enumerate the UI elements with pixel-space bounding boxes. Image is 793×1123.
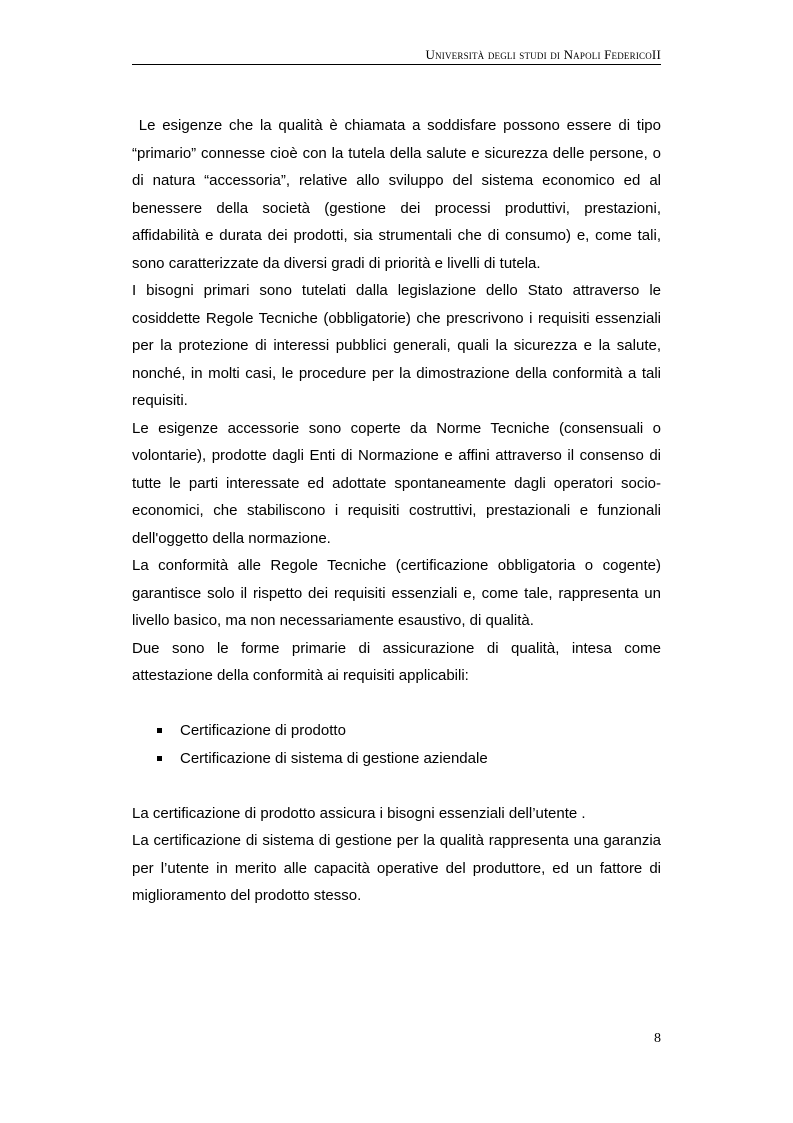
list-item (132, 745, 661, 773)
spacer (132, 690, 661, 718)
page-number: 8 (654, 1031, 661, 1046)
running-header: Università degli studi di Napoli FedericoII (425, 47, 661, 62)
header-rule (132, 64, 661, 65)
paragraph: I bisogni primari sono tutelati dalla legislazione dello Stato attraverso le cosiddette Regole Tecniche (obbligatorie) che prescrivono i requisiti essenziali per la protezione di interessi pubblici generali, quali la sicurezza e la salute, nonché, in molti casi, le procedure per la dimostrazione della conformità a tali requisiti. (132, 282, 661, 409)
paragraph: Le esigenze che la qualità è chiamata a soddisfare possono essere di tipo “primario” connesse cioè con la tutela della salute e sicurezza delle persone, o di natura “accessoria”, relative allo sviluppo del sistema economico ed al benessere della società (gestione dei processi produttivi, prestazioni, affidabilità e durata dei prodotti, sia strumentali che di consumo) e, come tali, sono caratterizzate da diversi gradi di priorità e livelli di tutela. (132, 117, 666, 272)
list-item-text: Certificazione di sistema di gestione aziendale (180, 749, 488, 767)
square-bullet-icon (157, 728, 162, 733)
paragraph: La certificazione di sistema di gestione per la qualità rappresenta una garanzia per l’utente in merito alle capacità operative del produttore, ed un fattore di miglioramento del prodotto stesso. (132, 832, 661, 904)
square-bullet-icon (157, 756, 162, 761)
list-item-text: Certificazione di prodotto (180, 722, 346, 739)
spacer (132, 772, 661, 800)
paragraph: La certificazione di prodotto assicura i bisogni essenziali dell’utente . (132, 804, 586, 822)
paragraph: Due sono le forme primarie di assicurazione di qualità, intesa come attestazione della conformità ai requisiti applicabili: (132, 639, 661, 684)
paragraph: La conformità alle Regole Tecniche (certificazione obbligatoria o cogente) garantisce solo il rispetto dei requisiti essenziali e, come tale, rappresenta un livello basico, ma non necessariamente esaustivo, di qualità. (132, 557, 661, 629)
paragraph: Le esigenze accessorie sono coperte da Norme Tecniche (consensuali o volontarie), prodotte dagli Enti di Normazione e affini attraverso il consenso di tutte le parti interessate ed adottate spontaneamente dagli operatori socio-economici, che stabiliscono i requisiti costruttivi, prestazionali e funzionali dell'oggetto della normazione. (132, 419, 661, 547)
bullet-list (132, 717, 661, 772)
list-item (132, 717, 661, 745)
body-text (132, 112, 666, 910)
